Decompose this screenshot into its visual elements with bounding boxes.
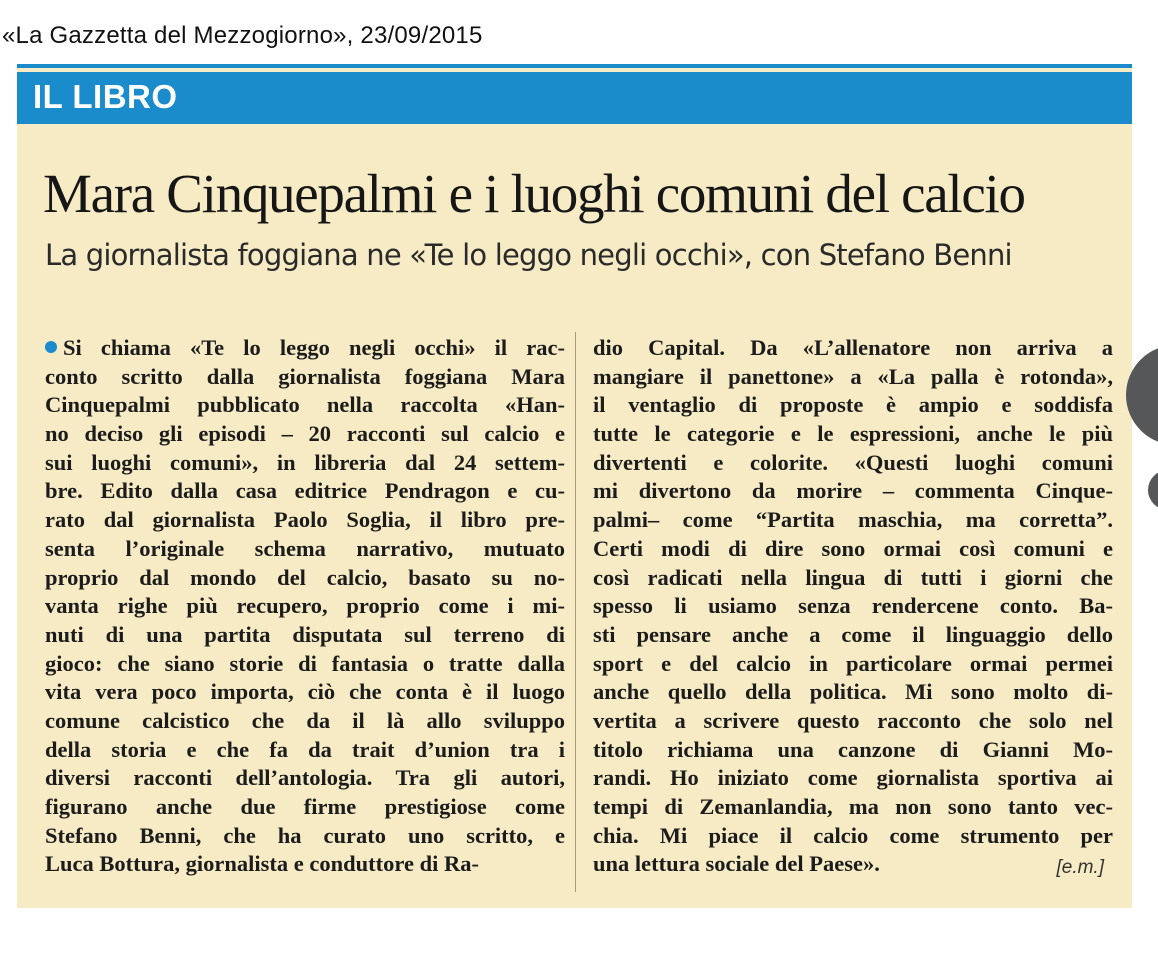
body-column-left bbox=[45, 334, 565, 879]
body-line: figurano anche due firme prestigiose come bbox=[45, 794, 565, 819]
body-line: nuti di una partita disputata sul terreno di bbox=[45, 621, 565, 647]
body-line: gioco: che siano storie di fantasia o tratte dalla bbox=[45, 650, 565, 676]
body-line: tutte le categorie e le espressioni, anche le più bbox=[593, 421, 1113, 447]
body-line-text: Si chiama «Te lo leggo negli occhi» il rac- bbox=[63, 335, 565, 360]
body-line: palmi– come “Partita maschia, ma corretta”. bbox=[593, 507, 1113, 533]
body-line: randi. Ho iniziato come giornalista sportiva ai bbox=[593, 765, 1113, 791]
body-line: così radicati nella lingua di tutti i giorni che bbox=[593, 564, 1113, 590]
body-line: anche quello della politica. Mi sono molto di- bbox=[593, 679, 1113, 705]
body-line: vita vera poco importa, ciò che conta è il luogo bbox=[45, 679, 565, 705]
body-line: titolo richiama una canzone di Gianni Mo- bbox=[593, 736, 1113, 762]
body-line: rato dal giornalista Paolo Soglia, il libro pre- bbox=[45, 507, 565, 533]
body-line: dio Capital. Da «L’allenatore non arriva a bbox=[593, 335, 1113, 360]
body-line: senta l’originale schema narrativo, mutuato bbox=[45, 535, 565, 561]
body-line: bre. Edito dalla casa editrice Pendragon e cu- bbox=[45, 478, 565, 504]
body-line: Luca Bottura, giornalista e conduttore di Ra- bbox=[45, 851, 479, 877]
body-line: conto scritto dalla giornalista foggiana Mara bbox=[45, 363, 565, 389]
body-line: Cinquepalmi pubblicato nella raccolta «Han- bbox=[45, 392, 565, 418]
body-line: il ventaglio di proposte è ampio e soddisfa bbox=[593, 392, 1113, 418]
body-column-right bbox=[593, 334, 1113, 879]
body-line: una lettura sociale del Paese». bbox=[593, 851, 880, 877]
body-line: tempi di Zemanlandia, ma non sono tanto vec- bbox=[593, 794, 1113, 819]
body-line: diversi racconti dell’antologia. Tra gli autori, bbox=[45, 765, 565, 791]
column-divider bbox=[575, 332, 576, 892]
body-line: mi divertono da morire – commenta Cinque- bbox=[593, 478, 1113, 504]
bullet-icon bbox=[45, 341, 57, 353]
body-line: comune calcistico che da il là allo sviluppo bbox=[45, 707, 565, 733]
body-line: sti pensare anche a come il linguaggio dello bbox=[593, 621, 1113, 647]
headline: Mara Cinquepalmi e i luoghi comuni del calcio bbox=[43, 163, 1025, 224]
body-line: sui luoghi comuni», in libreria dal 24 settem- bbox=[45, 449, 565, 475]
author-signature: [e.m.] bbox=[1056, 857, 1104, 878]
subheadline: La giornalista foggiana ne «Te lo leggo negli occhi», con Stefano Benni bbox=[45, 238, 1012, 272]
body-line: vertita a scrivere questo racconto che solo nel bbox=[593, 707, 1113, 733]
section-label: IL LIBRO bbox=[33, 78, 178, 115]
body-line: della storia e che fa da trait d’union tra i bbox=[45, 736, 565, 762]
page-edge-circle-small bbox=[1148, 470, 1158, 510]
body-line: chia. Mi piace il calcio come strumento per bbox=[593, 822, 1113, 848]
body-line: proprio dal mondo del calcio, basato su no- bbox=[45, 564, 565, 590]
top-rule bbox=[17, 64, 1132, 68]
section-band bbox=[17, 72, 1132, 124]
body-line: no deciso gli episodi – 20 racconti sul calcio e bbox=[45, 421, 565, 447]
body-line: spesso li usiamo senza rendercene conto. Ba- bbox=[593, 593, 1113, 619]
body-line: divertenti e colorite. «Questi luoghi comuni bbox=[593, 449, 1113, 475]
body-line: mangiare il panettone» a «La palla è rotonda», bbox=[593, 363, 1113, 389]
body-line: sport e del calcio in particolare ormai permei bbox=[593, 650, 1113, 676]
article-panel bbox=[17, 64, 1132, 908]
body-line: Stefano Benni, che ha curato uno scritto, e bbox=[45, 822, 565, 848]
source-citation: «La Gazzetta del Mezzogiorno», 23/09/2015 bbox=[2, 22, 483, 49]
body-line bbox=[45, 334, 565, 363]
body-line: vanta righe più recupero, proprio come i mi- bbox=[45, 593, 565, 619]
body-line: Certi modi di dire sono ormai così comuni e bbox=[593, 535, 1113, 561]
